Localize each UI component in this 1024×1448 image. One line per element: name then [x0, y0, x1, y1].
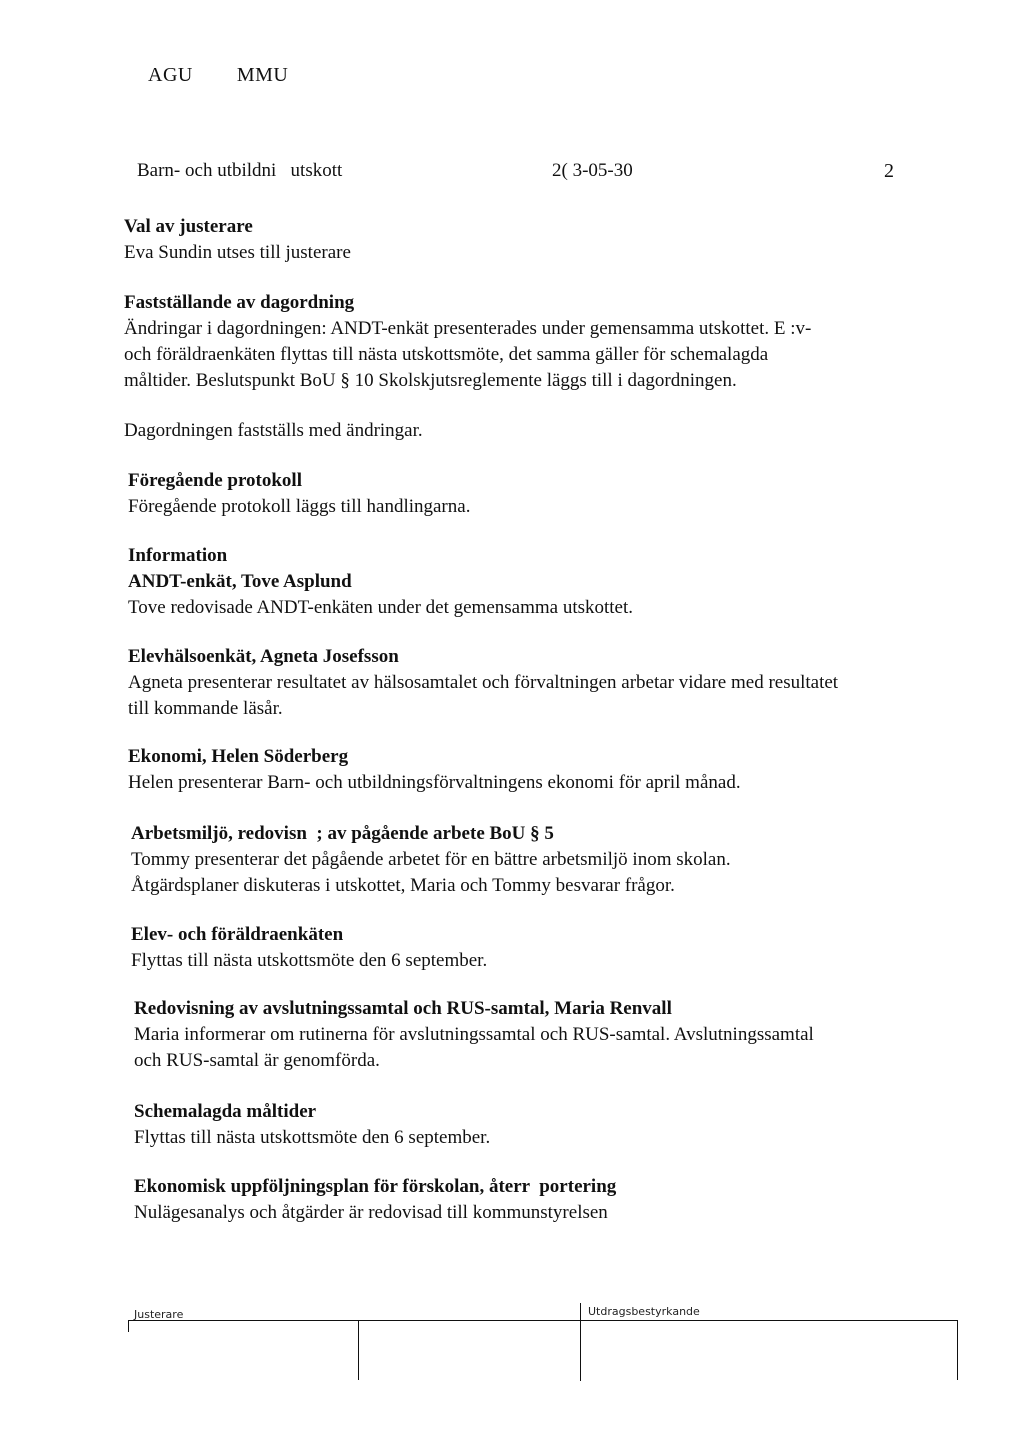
meeting-date: 2( 3-05-30: [552, 160, 633, 181]
section-heading: Redovisning av avslutningssamtal och RUS-samtal, Maria Renvall: [134, 998, 672, 1019]
section-schemalagda-maltider: [134, 1099, 924, 1151]
page-number: 2: [884, 160, 894, 182]
signature-boxes: [128, 1295, 958, 1383]
section-heading: Föregående protokoll: [128, 470, 302, 491]
section-body-line: till kommande läsår.: [128, 698, 283, 719]
section-body-line: Flyttas till nästa utskottsmöte den 6 september.: [134, 1127, 491, 1148]
section-body-line: och RUS-samtal är genomförda.: [134, 1050, 380, 1071]
footer-top-rule: [128, 1320, 958, 1321]
section-heading: Arbetsmiljö, redovisn ; av pågående arbete BoU § 5: [131, 823, 554, 844]
section-body-line: Flyttas till nästa utskottsmöte den 6 september.: [131, 950, 488, 971]
section-heading: Ekonomisk uppföljningsplan för förskolan, återr portering: [134, 1176, 617, 1197]
section-subheading: ANDT-enkät, Tove Asplund: [128, 571, 352, 592]
section-body-line: Nulägesanalys och åtgärder är redovisad till kommunstyrelsen: [134, 1202, 608, 1223]
section-body-line: Helen presenterar Barn- och utbildningsförvaltningens ekonomi för april månad.: [128, 772, 741, 793]
section-body-line: Föregående protokoll läggs till handlingarna.: [128, 496, 471, 517]
footer-right-edge: [957, 1320, 958, 1380]
section-body-line: Tove redovisade ANDT-enkäten under det gemensamma utskottet.: [128, 597, 634, 618]
section-body-line: Eva Sundin utses till justerare: [124, 242, 351, 263]
section-ekonomisk-uppfoljningsplan: [134, 1174, 924, 1226]
document-header-title: AGU MMU: [148, 64, 289, 86]
section-avslutningssamtal: [134, 996, 924, 1074]
section-note: [124, 418, 914, 444]
section-heading: Ekonomi, Helen Söderberg: [128, 746, 349, 767]
section-heading: Val av justerare: [124, 216, 253, 237]
section-body-line: Åtgärdsplaner diskuteras i utskottet, Maria och Tommy besvarar frågor.: [131, 875, 675, 896]
section-arbetsmiljo: [131, 821, 921, 899]
section-elev-foraldraenkat: [131, 922, 921, 974]
section-body-line: Tommy presenterar det pågående arbetet för en bättre arbetsmiljö inom skolan.: [131, 849, 731, 870]
section-heading: Schemalagda måltider: [134, 1101, 317, 1122]
section-ekonomi: [128, 744, 918, 796]
committee-name: Barn- och utbildni utskott: [137, 160, 343, 181]
section-heading: Information: [128, 545, 228, 566]
section-heading: Elevhälsoenkät, Agneta Josefsson: [128, 646, 399, 667]
section-elevhalsoenkat: [128, 644, 918, 722]
section-foregaende-protokoll: [128, 468, 918, 520]
footer-divider-2: [580, 1303, 581, 1381]
utdragsbestyrkande-label: Utdragsbestyrkande: [588, 1305, 700, 1318]
decision-note: Dagordningen fastställs med ändringar.: [124, 420, 423, 441]
section-information: [128, 543, 918, 621]
section-body-line: Agneta presenterar resultatet av hälsosamtalet och förvaltningen arbetar vidare med resultatet: [128, 672, 839, 693]
section-val-av-justerare: [124, 214, 914, 266]
section-faststallande-dagordning: [124, 290, 914, 394]
section-body-line: Maria informerar om rutinerna för avslutningssamtal och RUS-samtal. Avslutningssamtal: [134, 1024, 814, 1045]
section-heading: Elev- och föräldraenkäten: [131, 924, 344, 945]
footer-divider-1: [358, 1320, 359, 1380]
section-body-line: måltider. Beslutspunkt BoU § 10 Skolskjutsreglemente läggs till i dagordningen.: [124, 370, 737, 391]
justerare-label: Justerare: [134, 1308, 184, 1321]
footer-left-tick: [128, 1320, 129, 1332]
section-heading: Fastställande av dagordning: [124, 292, 355, 313]
section-body-line: och föräldraenkäten flyttas till nästa utskottsmöte, det samma gäller för schemalagda: [124, 344, 769, 365]
section-body-line: Ändringar i dagordningen: ANDT-enkät presenterades under gemensamma utskottet. E :v-: [124, 318, 812, 339]
